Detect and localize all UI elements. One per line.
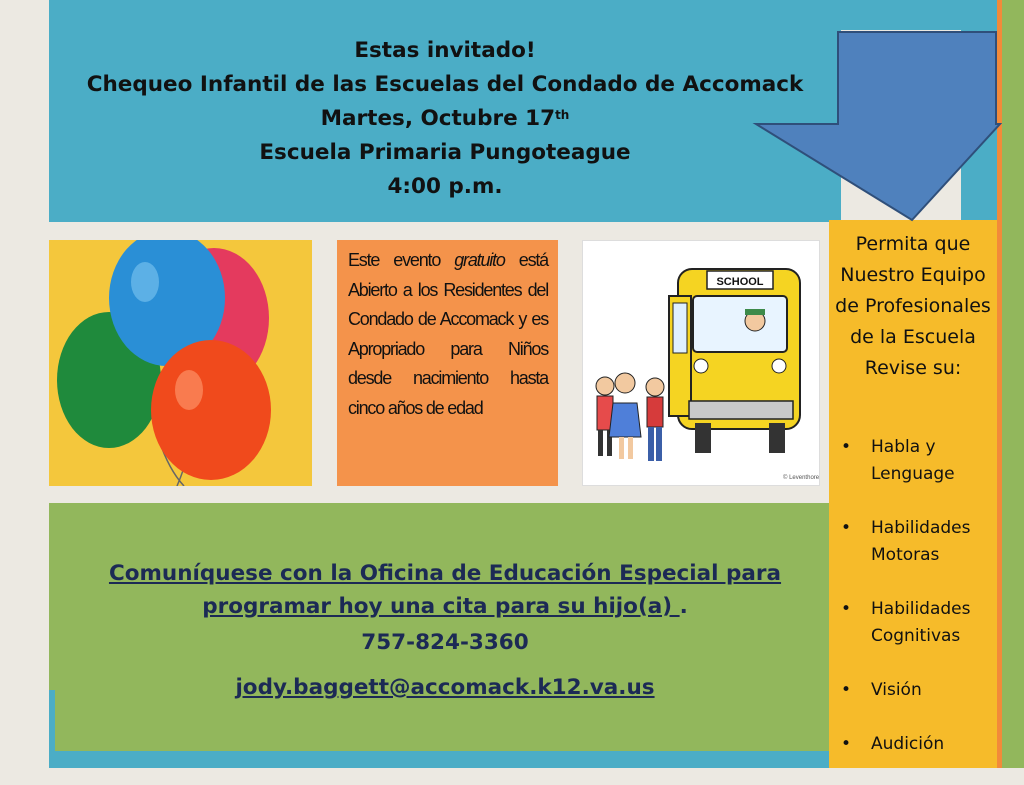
decor-strip xyxy=(1002,0,1024,768)
description-emphasis: gratuito xyxy=(454,250,505,270)
list-item: • Visión xyxy=(871,677,997,704)
list-item: • Audición xyxy=(871,731,997,758)
event-title: Chequeo Infantil de las Escuelas del Condado de Accomack xyxy=(86,72,804,97)
event-time: 4:00 p.m. xyxy=(387,174,503,199)
date-suffix: th xyxy=(555,108,570,122)
event-description: Este evento gratuito está Abierto a los Residentes del Condado de Accomack y es Apropriado para Niños desde nacimiento hasta cinco años de edad xyxy=(337,240,558,486)
screening-intro: Permita que Nuestro Equipo de Profesionales de la Escuela Revise su: xyxy=(835,233,991,379)
contact-link-text[interactable]: Comuníquese con la Oficina de Educación Especial para programar hoy una cita para su hijo(a) xyxy=(108,561,782,619)
decor-strip xyxy=(49,690,55,768)
email-link[interactable]: jody.baggett@accomack.k12.va.us xyxy=(235,675,655,700)
phone-number: 757-824-3360 xyxy=(361,630,529,655)
list-item: • Habilidades Cognitivas xyxy=(871,596,997,650)
event-location: Escuela Primaria Pungoteague xyxy=(259,140,631,165)
contact-section xyxy=(49,503,841,751)
contact-call-to-action: Comuníquese con la Oficina de Educación Especial para programar hoy una cita para su hijo(a) . xyxy=(108,561,782,619)
invite-line: Estas invitado! xyxy=(354,38,536,63)
screening-list xyxy=(829,434,997,785)
image-credit: © Leventhore xyxy=(783,475,819,481)
event-header xyxy=(49,0,841,222)
event-date: Martes, Octubre 17th xyxy=(320,106,570,131)
down-arrow-icon xyxy=(752,30,1002,222)
balloons-image xyxy=(49,240,312,486)
decor-strip xyxy=(49,751,841,768)
school-bus-image xyxy=(582,240,820,486)
list-item: • Habilidades Motoras xyxy=(871,515,997,569)
list-item: • Habla y Lenguage xyxy=(871,434,997,488)
screening-panel xyxy=(829,220,997,768)
decor-strip xyxy=(841,0,961,30)
bus-sign: SCHOOL xyxy=(716,276,764,288)
